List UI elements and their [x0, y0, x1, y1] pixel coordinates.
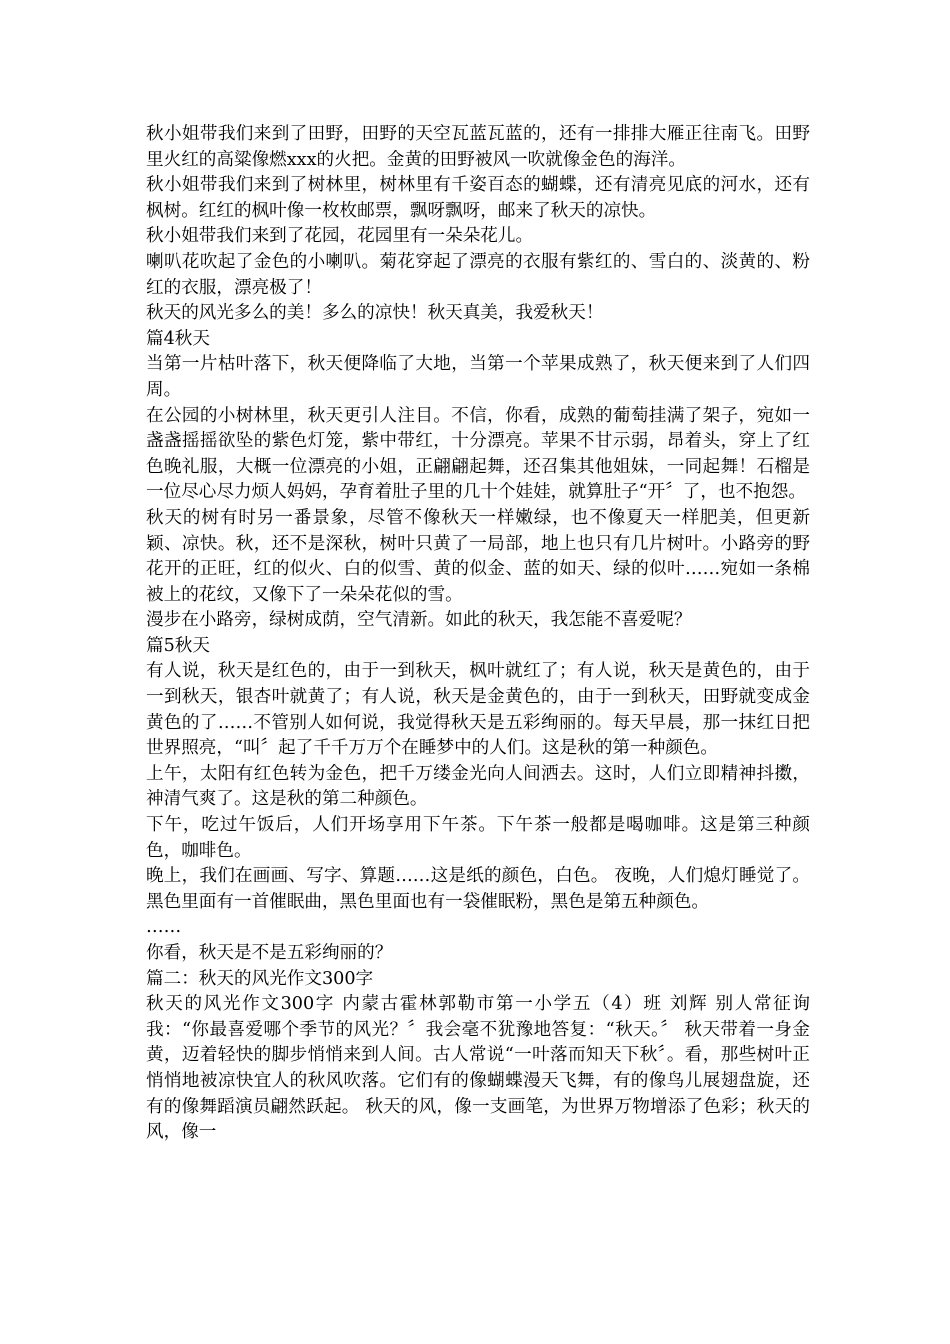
section-heading-part-two: 篇二：秋天的风光作文300字 — [146, 968, 374, 989]
paragraph-evening: 晚上，我们在画画、写字、算题……这是纸的颜色，白色。 夜晚，人们熄灯睡觉了。黑色里面有一首催眠曲，黑色里面也有一袋催眠粉，黑色是第五种颜色。 — [146, 866, 810, 912]
section-heading-5: 篇5秋天 — [146, 635, 210, 656]
paragraph-afternoon: 下午，吃过午饭后，人们开场享用下午茶。下午茶一般都是喝咖啡。这是第三种颜色，咖啡色。 — [146, 815, 810, 861]
paragraph-first-leaf: 当第一片枯叶落下，秋天便降临了大地，当第一个苹果成熟了，秋天便来到了人们四周。 — [146, 354, 810, 400]
paragraph-trees: 秋天的树有时另一番景象，尽管不像秋天一样嫩绿，也不像夏天一样肥美，但更新颖、凉快。秋，还不是深秋，树叶只黄了一局部，地上也只有几片树叶。小路旁的野花开的正旺，红的似火、白的似雪、黄的似金、蓝的如天、绿的似叶……宛如一条棉被上的花纹，又像下了一朵朵花似的雪。 — [146, 507, 810, 605]
document-body — [146, 122, 810, 1146]
paragraph-essay-300: 秋天的风光作文300字 内蒙古霍林郭勒市第一小学五（4）班 刘辉 别人常征询我：“你最喜爱哪个季节的风光？〞我会毫不犹豫地答复：“秋天。〞 秋天带着一身金黄，迈着轻快的脚步悄悄来到人间。古人常说“一叶落而知天下秋〞。看，那些树叶正悄悄地被凉快宜人的秋风吹落。它们有的像蝴蝶漫天飞舞，有的像鸟儿展翅盘旋，还有的像舞蹈演员翩然跃起。 秋天的风，像一支画笔，为世界万物增添了色彩；秋天的风，像一 — [146, 994, 810, 1143]
paragraph-stroll: 漫步在小路旁，绿树成荫，空气清新。如此的秋天，我怎能不喜爱呢？ — [146, 610, 692, 631]
paragraph-park: 在公园的小树林里，秋天更引人注目。不信，你看，成熟的葡萄挂满了架子，宛如一盏盏摇摇欲坠的紫色灯笼，紫中带红，十分漂亮。苹果不甘示弱，昂着头，穿上了红色晚礼服，大概一位漂亮的小姐，正翩翩起舞，还召集其他姐妹，一同起舞！石榴是一位尽心尽力烦人妈妈，孕育着肚子里的几十个娃娃，就算肚子“开〞了，也不抱怨。 — [146, 405, 810, 503]
paragraph-morning: 上午，太阳有红色转为金色，把千万缕金光向人间洒去。这时，人们立即精神抖擞，神清气爽了。这是秋的第二种颜色。 — [146, 763, 810, 810]
paragraph-flowers: 喇叭花吹起了金色的小喇叭。菊花穿起了漂亮的衣服有紫红的、雪白的、淡黄的、粉红的衣服，漂亮极了！ — [146, 251, 810, 298]
section-heading-4: 篇4秋天 — [146, 328, 210, 349]
paragraph-conclusion: 秋天的风光多么的美！多么的凉快！秋天真美，我爱秋天！ — [146, 303, 604, 324]
paragraph-woods: 秋小姐带我们来到了树林里，树林里有千姿百态的蝴蝶，还有清亮见底的河水，还有枫树。红红的枫叶像一枚枚邮票，飘呀飘呀，邮来了秋天的凉快。 — [146, 175, 810, 221]
paragraph-colors-intro: 有人说，秋天是红色的，由于一到秋天，枫叶就红了；有人说，秋天是黄色的，由于一到秋天，银杏叶就黄了；有人说，秋天是金黄色的，由于一到秋天，田野就变成金黄色的了……不管别人如何说，我觉得秋天是五彩绚丽的。每天早晨，那一抹红日把世界照亮，“叫〞起了千千万万个在睡梦中的人们。这是秋的第一种颜色。 — [146, 661, 810, 759]
paragraph-garden: 秋小姐带我们来到了花园，花园里有一朵朵花儿。 — [146, 226, 534, 247]
paragraph-ellipsis: …… — [146, 917, 182, 938]
paragraph-question: 你看，秋天是不是五彩绚丽的？ — [146, 943, 393, 963]
paragraph-field-trip: 秋小姐带我们来到了田野，田野的天空瓦蓝瓦蓝的，还有一排排大雁正往南飞。田野里火红的高粱像燃xxx的火把。金黄的田野被风一吹就像金色的海洋。 — [146, 124, 810, 170]
